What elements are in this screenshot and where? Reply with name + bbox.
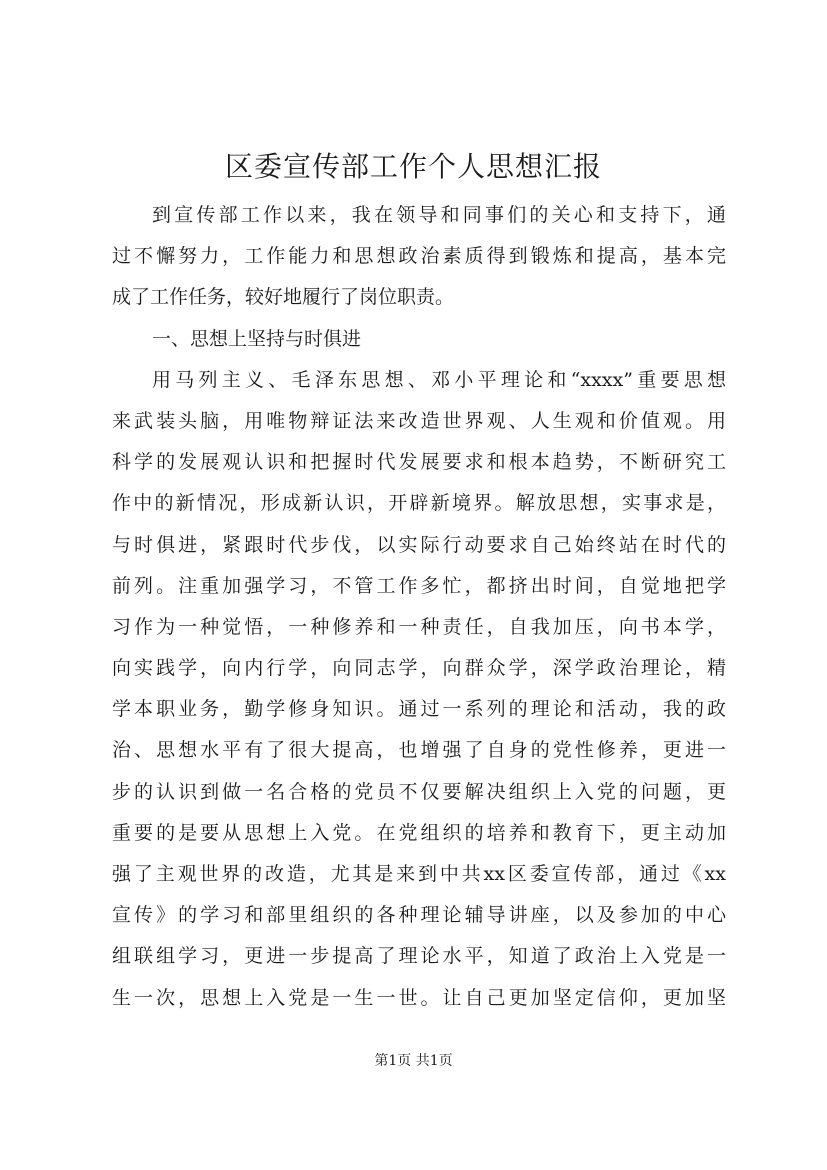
paragraph-line: 来武装头脑，用唯物辩证法来改造世界观、人生观和价值观。用: [112, 409, 726, 432]
paragraph-line: 习作为一种觉悟，一种修养和一种责任，自我加压，向书本学，: [112, 615, 726, 638]
paragraph-line: 向实践学，向内行学，向同志学，向群众学，深学政治理论，精: [112, 657, 726, 680]
paragraph-line: 与时俱进，紧跟时代步伐，以实际行动要求自己始终站在时代的: [112, 533, 726, 556]
paragraph-line: 治、思想水平有了很大提高，也增强了自身的党性修养，更进一: [112, 739, 726, 762]
paragraph-line: 强了主观世界的改造，尤其是来到中共xx区委宣传部，通过《xx: [112, 863, 726, 885]
page-footer: 第1页 共1页: [374, 1053, 453, 1069]
paragraph-line: 步的认识到做一名合格的党员不仅要解决组织上入党的问题，更: [112, 780, 726, 803]
paragraph-line: 生一次，思想上入党是一生一世。让自己更加坚定信仰，更加坚: [112, 986, 726, 1009]
paragraph-line: 作中的新情况，形成新认识，开辟新境界。解放思想，实事求是，: [112, 492, 726, 515]
paragraph-line: 成了工作任务，较好地履行了岗位职责。: [112, 286, 455, 309]
paragraph-line: 宣传》的学习和部里组织的各种理论辅导讲座，以及参加的中心: [112, 904, 726, 927]
paragraph-line: 科学的发展观认识和把握时代发展要求和根本趋势，不断研究工: [112, 451, 726, 474]
paragraph-line: 重要的是要从思想上入党。在党组织的培养和教育下，更主动加: [112, 821, 726, 844]
paragraph-line: 到宣传部工作以来，我在领导和同事们的关心和支持下，通: [152, 204, 726, 226]
paragraph-line: 用马列主义、毛泽东思想、邓小平理论和“xxxx”重要思想: [152, 368, 726, 391]
document-title: 区委宣传部工作个人思想汇报: [224, 150, 602, 183]
document-body: [112, 195, 726, 1019]
section-heading: 一、思想上坚持与时俱进: [152, 327, 362, 350]
paragraph-line: 组联组学习，更进一步提高了理论水平，知道了政治上入党是一: [112, 945, 726, 968]
paragraph-line: 前列。注重加强学习，不管工作多忙，都挤出时间，自觉地把学: [112, 574, 726, 597]
paragraph-line: 学本职业务，勤学修身知识。通过一系列的理论和活动，我的政: [112, 698, 726, 721]
paragraph-line: 过不懈努力，工作能力和思想政治素质得到锻炼和提高，基本完: [112, 245, 726, 268]
